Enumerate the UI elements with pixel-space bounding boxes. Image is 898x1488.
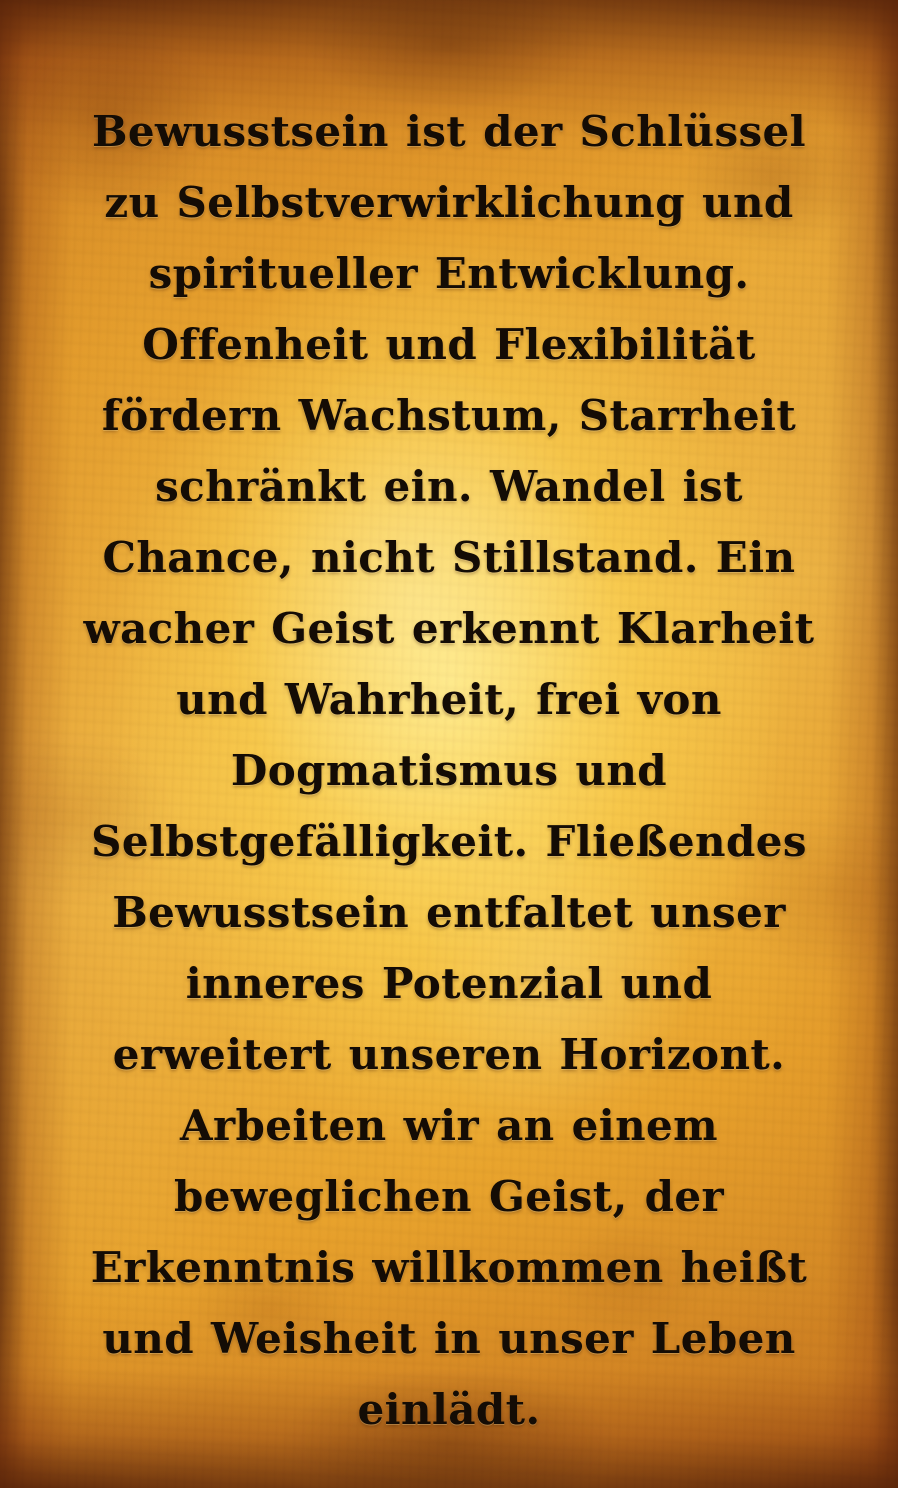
quote-text: Bewusstsein ist der Schlüssel zu Selbstverwirklichung und spiritueller Entwicklung. Offenheit und Flexibilität fördern Wachstum, Starrheit schränkt ein. Wandel ist Chance, nicht Stillstand. Ein wacher Geist erkennt Klarheit und Wahrheit, frei von Dogmatismus und Selbstgefälligkeit. Fließendes Bewusstsein entfaltet unser inneres Potenzial und erweitert unseren Horizont. Arbeiten wir an einem beweglichen Geist, der Erkenntnis willkommen heißt und Weisheit in unser Leben einlädt. <box>83 107 815 1434</box>
quote-block <box>0 96 898 1445</box>
